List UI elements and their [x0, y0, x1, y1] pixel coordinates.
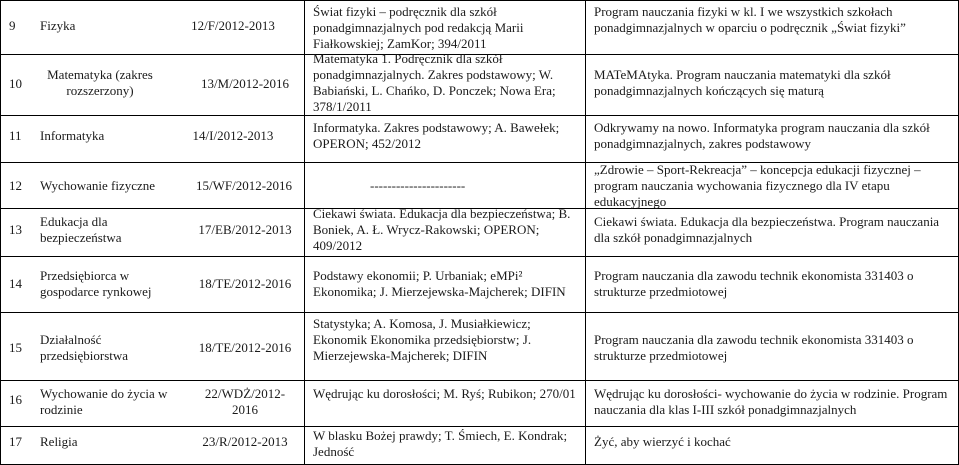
subject-name: Wychowanie fizyczne	[40, 178, 156, 193]
program-code: 22/WDŻ/2012-2016	[204, 386, 286, 417]
textbook-info: Statystyka; A. Komosa, J. Musiałkiewicz; Ekonomik Ekonomika przedsiębiorstw; J. Mierzejewska-Majcherek; DIFIN	[313, 316, 532, 363]
subject-name: Religia	[40, 434, 78, 449]
program-code: 13/M/2012-2016	[200, 76, 290, 91]
curriculum-program: Wędrując ku dorosłości- wychowanie do życia w rodzinie. Program nauczania dla klas I-III szkół ponadgimnazjalnych	[594, 386, 948, 417]
curriculum-program: „Zdrowie – Sport-Rekreacja” – koncepcja edukacji fizycznej – program nauczania wychowania fizycznego dla IV etapu edukacyjnego	[594, 162, 921, 209]
row-number: 9	[9, 18, 16, 33]
subject-name: Przedsiębiorca w gospodarce rynkowej	[40, 268, 152, 299]
row-number: 16	[9, 392, 22, 407]
subject-name: Informatyka	[40, 128, 105, 143]
textbook-info: Wędrując ku dorosłości; M. Ryś; Rubikon; 270/01	[313, 386, 576, 401]
curriculum-program: Program nauczania fizyki w kl. I we wszystkich szkołach ponadgimnazjalnych w oparciu o podręcznik „Świat fizyki”	[594, 4, 906, 35]
row-number: 10	[9, 76, 22, 91]
program-code: 23/R/2012-2013	[202, 434, 288, 449]
textbook-info: ----------------------	[370, 178, 466, 193]
textbook-info: Świat fizyki – podręcznik dla szkół ponadgimnazjalnych pod redakcją Marii Fiałkowskiej; ZamKor; 394/2011	[313, 4, 524, 51]
curriculum-program: MATeMAtyka. Program nauczania matematyki dla szkół ponadgimnazjalnych kończących się maturą	[594, 67, 891, 98]
textbook-info: Podstawy ekonomii; P. Urbaniak; eMPi² Ekonomika; J. Mierzejewska-Majcherek; DIFIN	[313, 268, 566, 299]
curriculum-program: Odkrywamy na nowo. Informatyka program nauczania dla szkół ponadgimnazjalnych, zakres podstawowy	[594, 120, 930, 151]
row-number: 12	[9, 178, 22, 193]
row-number: 15	[9, 340, 22, 355]
subject-name: Matematyka (zakres rozszerzony)	[47, 67, 153, 98]
textbook-info: Informatyka. Zakres podstawowy; A. Bawełek; OPERON; 452/2012	[313, 120, 560, 151]
program-code: 14/I/2012-2013	[192, 128, 274, 143]
textbook-info: W blasku Bożej prawdy; T. Śmiech, E. Kondrak; Jedność	[313, 428, 568, 459]
subject-name: Wychowanie do życia w rodzinie	[40, 386, 168, 417]
program-code: 18/TE/2012-2016	[198, 340, 292, 355]
curriculum-program: Ciekawi świata. Edukacja dla bezpieczeństwa. Program nauczania dla szkół ponadgimnazjalnych	[594, 214, 940, 245]
curriculum-program: Program nauczania dla zawodu technik ekonomista 331403 o strukturze przedmiotowej	[594, 268, 914, 299]
program-code: 18/TE/2012-2016	[198, 276, 292, 291]
program-code: 15/WF/2012-2016	[196, 178, 293, 193]
curriculum-program: Żyć, aby wierzyć i kochać	[594, 434, 731, 449]
row-number: 11	[9, 128, 22, 143]
program-code: 17/EB/2012-2013	[198, 222, 292, 237]
textbook-info: Ciekawi świata. Edukacja dla bezpieczeństwa; B. Boniek, A. Ł. Wrycz-Rakowski; OPERON; 409/2012	[313, 206, 571, 253]
program-code: 12/F/2012-2013	[191, 18, 275, 33]
curriculum-program: Program nauczania dla zawodu technik ekonomista 331403 o strukturze przedmiotowej	[594, 332, 914, 363]
textbook-info: Matematyka 1. Podręcznik dla szkół ponadgimnazjalnych. Zakres podstawowy; W. Babiański, L. Chańko, D. Ponczek; Nowa Era; 378/1/2011	[313, 51, 556, 114]
row-number: 14	[9, 276, 22, 291]
row-number: 13	[9, 222, 22, 237]
row-number: 17	[9, 434, 22, 449]
subject-name: Działalność przedsiębiorstwa	[40, 332, 129, 363]
subject-name: Edukacja dla bezpieczeństwa	[40, 214, 122, 245]
subject-name: Fizyka	[40, 18, 76, 33]
